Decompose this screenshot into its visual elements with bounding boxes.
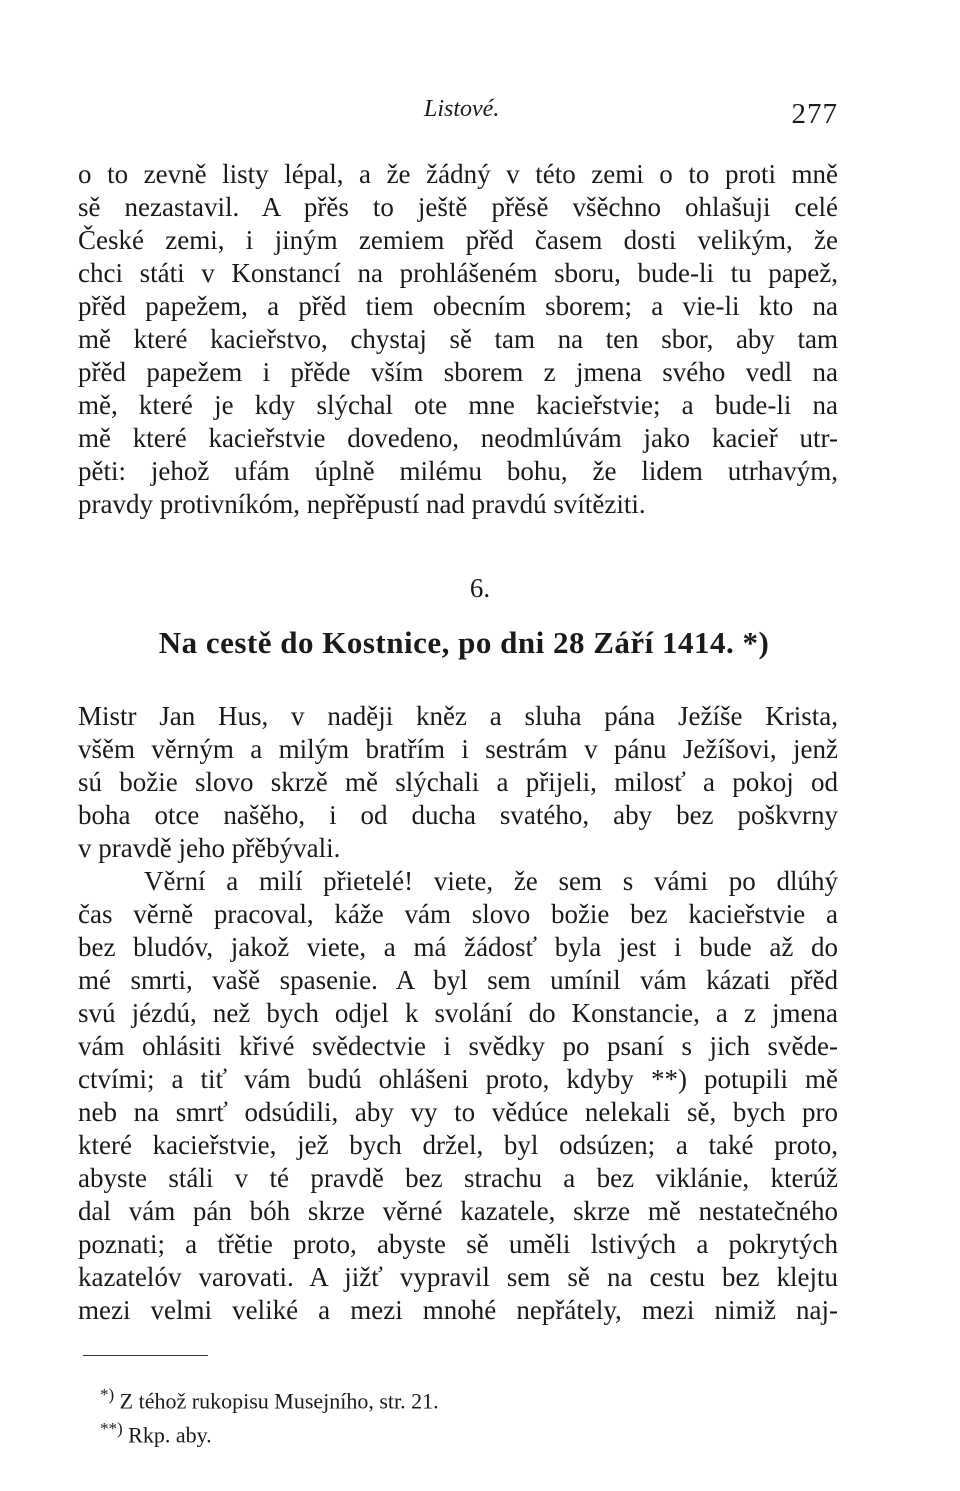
section-number: 6.: [469, 573, 491, 603]
paragraph-continuation: [78, 158, 838, 521]
text-line: poznati; a třětie proto, abyste sě uměli lstivých a pokrytých: [78, 1229, 838, 1259]
footnote-divider: [83, 1355, 208, 1356]
text-line: všěm věrným a milým bratřím i sestrám v pánu Ježíšovi, jenž: [78, 734, 838, 764]
footnote-text: Z téhož rukopisu Musejního, str. 21.: [119, 1388, 439, 1414]
footnote: [100, 1378, 439, 1412]
text-line: abyste stáli v té pravdě bez strachu a bez viklánie, kterúž: [78, 1163, 838, 1193]
text-line: které kacieřstvie, jež bych držel, byl odsúzen; a také proto,: [78, 1130, 838, 1160]
text-line: sú božie slovo skrzě mě slýchali a přijeli, milosť a pokoj od: [78, 767, 838, 797]
running-head: [0, 96, 960, 136]
text-line: čas věrně pracoval, káže vám slovo božie bez kacieřstvie a: [78, 899, 838, 929]
text-line: dal vám pán bóh skrze věrné kazatele, skrze mě nestatečného: [78, 1196, 838, 1226]
footnote: [100, 1412, 439, 1446]
text-line: mé smrti, vašě spasenie. A byl sem umínil vám kázati přěd: [78, 965, 838, 995]
running-title: Listové.: [424, 96, 500, 122]
text-line: o to zevně listy lépal, a že žádný v této zemi o to proti mně: [78, 159, 838, 189]
letter-heading: Na cestě do Kostnice, po dni 28 Září 1414. *): [158, 625, 770, 660]
text-line: boha otce našěho, i od ducha svatého, aby bez poškvrny: [78, 800, 838, 830]
text-line: v pravdě jeho přěbývali.: [78, 833, 341, 863]
text-line: mě které kacieřstvo, chystaj sě tam na ten sbor, aby tam: [78, 324, 838, 354]
text-line: ctvími; a tiť vám budú ohlášeni proto, kdyby **) potupili mě: [78, 1064, 838, 1094]
text-line: mě které kacieřstvie dovedeno, neodmlúvám jako kacieř utr-: [78, 423, 838, 453]
footnote-mark: *): [100, 1385, 115, 1404]
text-line: svú jézdú, než bych odjel k svolání do Konstancie, a z jmena: [78, 998, 838, 1028]
text-line: vám ohlásiti křivé svědectvie i svědky po psaní s jich svěde-: [78, 1031, 838, 1061]
text-line: přěd papežem, a přěd tiem obecním sborem; a vie-li kto na: [78, 291, 838, 321]
text-line: České zemi, i jiným zemiem přěd časem dosti velikým, že: [78, 225, 838, 255]
text-line: přěd papežem i přěde vším sborem z jmena svého vedl na: [78, 357, 838, 387]
text-line: sě nezastavil. A přěs to ještě přěsě všěchno ohlašuji celé: [78, 192, 838, 222]
text-line: bez bludóv, jakož viete, a má žádosť byla jest i bude až do: [78, 932, 838, 962]
text-line: kazatelóv varovati. A jižť vypravil sem sě na cestu bez klejtu: [78, 1262, 838, 1292]
footnote-text: Rkp. aby.: [128, 1422, 212, 1448]
letter-body: [78, 700, 838, 1327]
text-line: Mistr Jan Hus, v naději kněz a sluha pána Ježíše Krista,: [78, 701, 838, 731]
text-line: pravdy protivníkóm, nepřěpustí nad pravdú svítěziti.: [78, 489, 646, 519]
text-line: pěti: jehož ufám úplně milému bohu, že lidem utrhavým,: [78, 456, 838, 486]
text-line: Věrní a milí přietelé! viete, že sem s vámi po dlúhý: [144, 866, 838, 896]
page-number: 277: [791, 98, 838, 130]
footnote-mark: **): [100, 1419, 123, 1438]
text-line: mezi velmi veliké a mezi mnohé nepřátely, mezi nimiž naj-: [78, 1295, 838, 1325]
footnotes: [100, 1378, 439, 1446]
text-line: neb na smrť odsúdili, aby vy to vědúce nelekali sě, bych pro: [78, 1097, 838, 1127]
text-line: chci státi v Konstancí na prohlášeném sboru, bude-li tu papež,: [78, 258, 838, 288]
text-line: mě, které je kdy slýchal ote mne kacieřstvie; a bude-li na: [78, 390, 838, 420]
